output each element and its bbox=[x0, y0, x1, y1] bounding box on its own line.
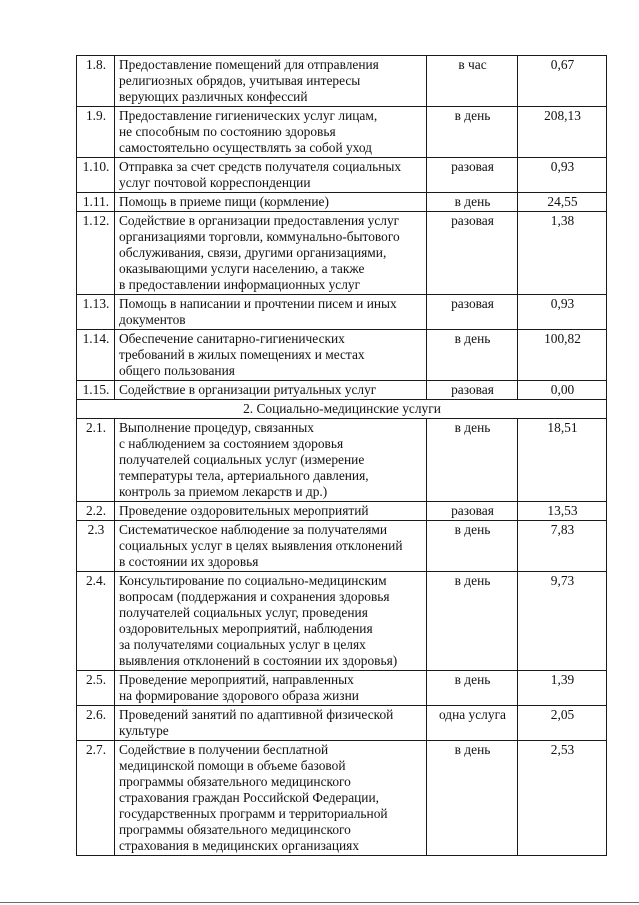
service-number: 1.13. bbox=[77, 295, 115, 330]
service-number: 2.2. bbox=[77, 502, 115, 521]
service-price: 0,00 bbox=[518, 381, 607, 400]
service-price: 2,05 bbox=[518, 706, 607, 741]
table-row bbox=[77, 741, 607, 856]
service-name: Проведение мероприятий, направленных на формирование здорового образа жизни bbox=[115, 671, 427, 706]
table-row bbox=[77, 419, 607, 502]
table-row bbox=[77, 521, 607, 572]
table-row bbox=[77, 107, 607, 158]
table-row bbox=[77, 502, 607, 521]
service-unit: в день bbox=[427, 521, 518, 572]
services-table-body-part-1 bbox=[77, 56, 607, 400]
service-unit: в день bbox=[427, 193, 518, 212]
service-name: Предоставление гигиенических услуг лицам, не способным по состоянию здоровья самостоятельно осуществлять за собой уход bbox=[115, 107, 427, 158]
service-name: Проведение оздоровительных мероприятий bbox=[115, 502, 427, 521]
service-unit: в день bbox=[427, 107, 518, 158]
service-unit: разовая bbox=[427, 502, 518, 521]
service-price: 0,93 bbox=[518, 158, 607, 193]
service-number: 2.4. bbox=[77, 572, 115, 671]
table-row bbox=[77, 212, 607, 295]
service-number: 1.14. bbox=[77, 330, 115, 381]
service-number: 2.5. bbox=[77, 671, 115, 706]
service-unit: в день bbox=[427, 572, 518, 671]
services-table-body-part-2 bbox=[77, 419, 607, 856]
service-name: Проведений занятий по адаптивной физической культуре bbox=[115, 706, 427, 741]
service-name: Содействие в получении бесплатной медицинской помощи в объеме базовой программы обязательного медицинского страхования граждан Российской Федерации, государственных программ и территориальной программы обязательного медицинского страхования в медицинских организациях bbox=[115, 741, 427, 856]
table-row bbox=[77, 330, 607, 381]
service-price: 1,39 bbox=[518, 671, 607, 706]
service-price: 7,83 bbox=[518, 521, 607, 572]
service-unit: одна услуга bbox=[427, 706, 518, 741]
service-name: Содействие в организации ритуальных услуг bbox=[115, 381, 427, 400]
service-number: 2.7. bbox=[77, 741, 115, 856]
service-number: 1.8. bbox=[77, 56, 115, 107]
service-number: 1.9. bbox=[77, 107, 115, 158]
table-row bbox=[77, 56, 607, 107]
service-unit: разовая bbox=[427, 212, 518, 295]
service-unit: в день bbox=[427, 741, 518, 856]
service-number: 2.3 bbox=[77, 521, 115, 572]
service-unit: разовая bbox=[427, 158, 518, 193]
table-row bbox=[77, 671, 607, 706]
table-row bbox=[77, 193, 607, 212]
service-unit: в день bbox=[427, 330, 518, 381]
service-number: 1.10. bbox=[77, 158, 115, 193]
table-row bbox=[77, 158, 607, 193]
service-price: 9,73 bbox=[518, 572, 607, 671]
service-name: Отправка за счет средств получателя социальных услуг почтовой корреспонденции bbox=[115, 158, 427, 193]
service-price: 100,82 bbox=[518, 330, 607, 381]
service-number: 1.15. bbox=[77, 381, 115, 400]
section-header-row bbox=[77, 400, 607, 419]
services-table bbox=[76, 55, 607, 856]
service-price: 24,55 bbox=[518, 193, 607, 212]
service-number: 1.11. bbox=[77, 193, 115, 212]
section-title: 2. Социально-медицинские услуги bbox=[77, 400, 607, 419]
service-name: Выполнение процедур, связанных с наблюдением за состоянием здоровья получателей социальных услуг (измерение температуры тела, артериального давления, контроль за приемом лекарств и др.) bbox=[115, 419, 427, 502]
service-number: 1.12. bbox=[77, 212, 115, 295]
service-name: Систематическое наблюдение за получателями социальных услуг в целях выявления отклонений в состоянии их здоровья bbox=[115, 521, 427, 572]
service-name: Помощь в написании и прочтении писем и иных документов bbox=[115, 295, 427, 330]
service-unit: в день bbox=[427, 419, 518, 502]
service-unit: в день bbox=[427, 671, 518, 706]
service-name: Помощь в приеме пищи (кормление) bbox=[115, 193, 427, 212]
table-row bbox=[77, 381, 607, 400]
table-row bbox=[77, 706, 607, 741]
service-price: 208,13 bbox=[518, 107, 607, 158]
service-number: 2.6. bbox=[77, 706, 115, 741]
service-price: 0,67 bbox=[518, 56, 607, 107]
service-unit: разовая bbox=[427, 381, 518, 400]
service-price: 0,93 bbox=[518, 295, 607, 330]
table-row bbox=[77, 572, 607, 671]
table-row bbox=[77, 295, 607, 330]
service-unit: разовая bbox=[427, 295, 518, 330]
service-name: Предоставление помещений для отправления религиозных обрядов, учитывая интересы верующих различных конфессий bbox=[115, 56, 427, 107]
service-name: Обеспечение санитарно-гигиенических требований в жилых помещениях и местах общего пользования bbox=[115, 330, 427, 381]
page-bottom-rule bbox=[0, 902, 639, 903]
service-price: 2,53 bbox=[518, 741, 607, 856]
service-price: 1,38 bbox=[518, 212, 607, 295]
service-number: 2.1. bbox=[77, 419, 115, 502]
service-price: 18,51 bbox=[518, 419, 607, 502]
service-name: Консультирование по социально-медицинским вопросам (поддержания и сохранения здоровья получателей социальных услуг, проведения оздоровительных мероприятий, наблюдения за получателями социальных услуг в целях выявления отклонений в состоянии их здоровья) bbox=[115, 572, 427, 671]
service-unit: в час bbox=[427, 56, 518, 107]
service-name: Содействие в организации предоставления услуг организациями торговли, коммунально-бытового обслуживания, связи, другими организациями, оказывающими услуги населению, а также в предоставлении информационных услуг bbox=[115, 212, 427, 295]
service-price: 13,53 bbox=[518, 502, 607, 521]
section-header-group bbox=[77, 400, 607, 419]
